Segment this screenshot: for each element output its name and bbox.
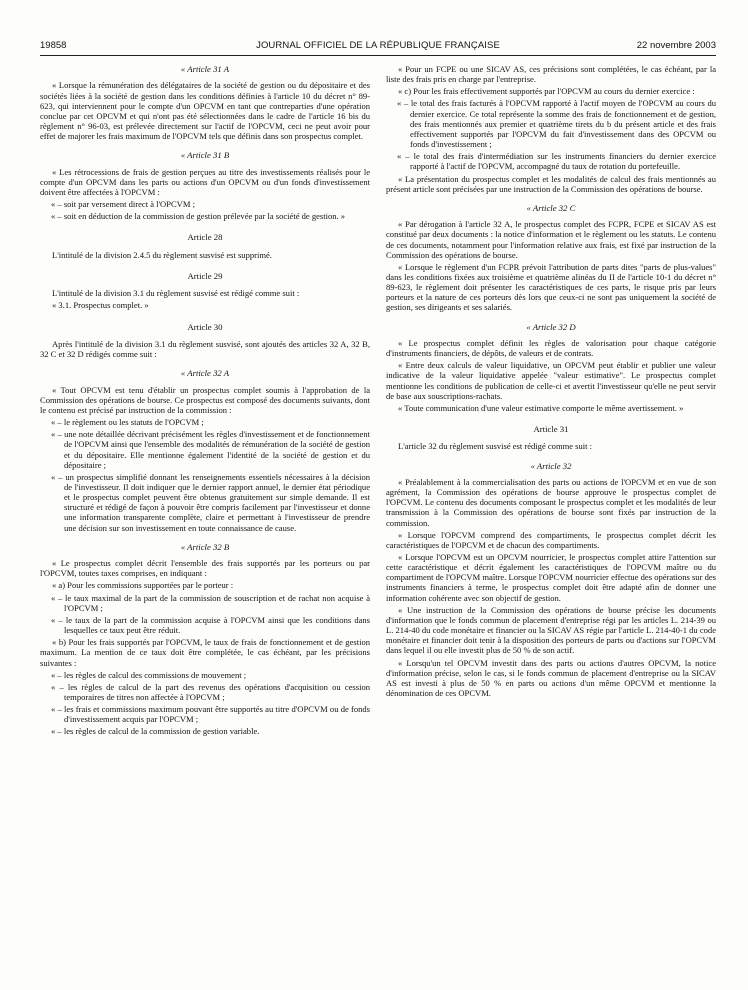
paragraph: « c) Pour les frais effectivement supportés par l'OPCVM au cours du dernier exercice :: [398, 86, 695, 97]
paragraph: « Le prospectus complet décrit l'ensemble des frais supportés par les porteurs ou par l'OPCVM, toutes taxes comprises, en indiquant :: [40, 558, 370, 579]
article-30-title: Article 30: [187, 321, 223, 332]
list-item: « – le total des frais facturés à l'OPCVM rapporté à l'actif moyen de l'OPCVM au cours du dernier exercice. Ce total représente la somme des frais de fonctionnement et de gestion, des frais mentionnés aux premier et quatrième tirets du b du présent article et des frais effectivement supportés par l'OPCVM du fait d'investissement dans des OPCVM ou fonds d'investissement ;: [397, 98, 716, 150]
article-32-title: « Article 32: [530, 460, 572, 471]
paragraph: « Lorsque le règlement d'un FCPR prévoit l'attribution de parts dites "parts de plus-values" dans les conditions fixées aux troisième et quatrième alinéas du II de l'article 10-1 du décret n° 89-623, le règlement doit présenter les caractéristiques de ces parts, le risque pris par leurs porteurs et la nature de ces porteurs dès lors que ceux-ci ne sont pas uniquement la société de gestion, ses dirigeants et ses salariés.: [386, 261, 716, 313]
paragraph: « Lorsque l'OPCVM est un OPCVM nourricier, le prospectus complet attire l'attention sur cette caractéristique et décrit également les caractéristiques de l'OPCVM maître ou du compartiment de l'OPCVM maître. Lorsque l'OPCVM nourricier effectue des opérations sur des instruments financiers à terme, le prospectus complet doit être adapté afin de donner une information cohérente avec son objectif de gestion.: [386, 552, 716, 603]
paragraph: « Le prospectus complet définit les règles de valorisation pour chaque catégorie d'instruments financiers, de dépôts, de valeurs et de contrats.: [386, 337, 716, 359]
article-31a-title: « Article 31 A: [180, 64, 230, 74]
paragraph: « Une instruction de la Commission des opérations de bourse précise les documents d'information que le fonds commun de placement d'entreprise régi par les articles L. 214-39 ou L. 214-40 du code monétaire et financier ou la SICAV AS régie par l'article L. 214-40-1 du code monétaire et financier doit tenir à la disposition des porteurs de parts ou d'actions sur l'OPCVM dans lequel il ou elle investit plus de 50 % de son actif.: [386, 604, 716, 656]
paragraph: « a) Pour les commissions supportées par le porteur :: [52, 580, 234, 591]
journal-title: JOURNAL OFFICIEL DE LA RÉPUBLIQUE FRANÇAISE: [256, 40, 500, 51]
paragraph: « Par dérogation à l'article 32 A, le prospectus complet des FCPR, FCPE et SICAV AS est constitué par deux documents : la notice d'information et le règlement ou les statuts. Le contenu de ces documents, notamment pour l'information relative aux frais, est fixé par instruction de la Commission des opérations de bourse.: [386, 219, 716, 260]
list-item: « – soit en déduction de la commission de gestion prélevée par la société de gestion. »: [51, 211, 346, 222]
paragraph: « Les rétrocessions de frais de gestion perçues au titre des investissements réalisés pour le compte d'un OPCVM dans les parts ou actions d'un OPCVM ou d'un fonds d'investissement doivent être affectées à l'OPCVM :: [40, 166, 370, 197]
page-number: 19858: [40, 40, 67, 51]
article-32c-title: « Article 32 C: [526, 202, 576, 213]
two-column-body: [40, 64, 716, 739]
list-item: « – le taux de la part de la commission acquise à l'OPCVM ainsi que les conditions dans lesquelles ce taux peut être réduit.: [51, 614, 370, 636]
paragraph: « Lorsque l'OPCVM comprend des compartiments, le prospectus complet décrit les caractéristiques de l'OPCVM et de chacun des compartiments.: [386, 529, 716, 550]
list-item: « – le règlement ou les statuts de l'OPCVM ;: [51, 417, 204, 428]
list-item: « – le taux maximal de la part de la commission de souscription et de rachat non acquise à l'OPCVM ;: [51, 592, 370, 613]
list-item: « – une note détaillée décrivant précisément les règles d'investissement et de fonctionnement de l'OPCVM ainsi que l'ensemble des modalités de rémunération de la société de gestion et du dépositaire. Elle mentionne également l'identité de la société de gestion et du dépositaire ;: [51, 429, 370, 470]
paragraph: « Lorsqu'un tel OPCVM investit dans des parts ou actions d'autres OPCVM, la notice d'information précise, selon le cas, si le fonds commun de placement d'entreprise ou la SICAV AS est investi à plus de 50 % en parts ou actions d'un même OPCVM et mentionne la dénomination de ces OPCVM.: [386, 657, 716, 699]
article-31-title: Article 31: [533, 424, 569, 435]
paragraph: « Tout OPCVM est tenu d'établir un prospectus complet soumis à l'approbation de la Commission des opérations de bourse. Ce prospectus est composé des documents suivants, dont le contenu est précisé par instruction de la commission :: [40, 384, 370, 415]
paragraph: Après l'intitulé de la division 3.1 du règlement susvisé, sont ajoutés des articles 32 A, 32 B, 32 C et 32 D rédigés comme suit :: [40, 338, 370, 360]
header-rule: [40, 55, 716, 56]
article-32b-title: « Article 32 B: [180, 541, 230, 552]
paragraph: « Préalablement à la commercialisation des parts ou actions de l'OPCVM et en vue de son agrément, la Commission des opérations de bourse approuve le prospectus complet de l'OPCVM. Le contenu des documents composant le prospectus complet et les modalités de leur transmission à la Commission des opérations de bourse sont fixés par instruction de la commission.: [386, 476, 716, 528]
article-29-title: Article 29: [187, 270, 223, 281]
article-31b-title: « Article 31 B: [180, 150, 230, 161]
paragraph: « b) Pour les frais supportés par l'OPCVM, le taux de frais de fonctionnement et de gestion maximum. La mention de ce taux doit être complétée, le cas échéant, par les précisions suivantes :: [40, 637, 370, 668]
list-item: « – un prospectus simplifié donnant les renseignements essentiels nécessaires à la décision de l'investisseur. Il doit indiquer que le dernier rapport annuel, le dernier état périodique et le prospectus complet peuvent être obtenus gratuitement sur simple demande. Il est structuré et rédigé de façon à pouvoir être compris facilement par l'investisseur et donne une information transparente complète, claire et permettant à l'investisseur de prendre une décision sur son investissement en toute connaissance de cause.: [51, 471, 370, 533]
publication-date: 22 novembre 2003: [636, 40, 716, 51]
left-column: [40, 64, 370, 739]
article-32d-title: « Article 32 D: [526, 321, 576, 332]
paragraph: « Lorsque la rémunération des délégataires de la société de gestion ou du dépositaire et des sociétés liées à la société de gestion dans les conditions définies à l'article 10 du décret n° 89-623, qui interviennent pour le compte d'un OPCVM en tant que contreparties d'une opération conclue par cet OPCVM et qui n'ont pas été sélectionnées dans le cadre de l'article 16 bis du règlement n° 96-03, est prélevée directement sur l'actif de l'OPCVM, ceci ne peut avoir pour effet de majorer les frais maximum de l'OPCVM tels que définis dans son prospectus complet.: [40, 80, 370, 142]
right-column: [386, 64, 716, 739]
paragraph: L'article 32 du règlement susvisé est rédigé comme suit :: [398, 441, 593, 452]
page-header: [40, 40, 716, 54]
paragraph: L'intitulé de la division 2.4.5 du règlement susvisé est supprimé.: [52, 249, 272, 260]
paragraph: « Pour un FCPE ou une SICAV AS, ces précisions sont complétées, le cas échéant, par la liste des frais pris en charge par l'entreprise.: [386, 64, 716, 85]
list-item: « – les règles de calcul de la part des revenus des opérations d'acquisition ou cession temporaires de titres non affectée à l'OPCVM ;: [51, 681, 370, 702]
paragraph: « Toute communication d'une valeur estimative comporte le même avertissement. »: [398, 402, 684, 413]
article-28-title: Article 28: [187, 232, 223, 243]
list-item: « – soit par versement direct à l'OPCVM ;: [51, 199, 195, 210]
list-item: « – les règles de calcul de la commission de gestion variable.: [51, 726, 260, 737]
paragraph: « Entre deux calculs de valeur liquidative, un OPCVM peut établir et publier une valeur indicative de la valeur liquidative appelée "valeur estimative". Le prospectus complet mentionne les conditions de publication de celle-ci et avertit l'investisseur qu'elle ne peut servir de base aux souscriptions-rachats.: [386, 360, 716, 401]
paragraph: L'intitulé de la division 3.1 du règlement susvisé est rédigé comme suit :: [52, 288, 300, 299]
list-item: « – les règles de calcul des commissions de mouvement ;: [51, 669, 247, 680]
paragraph: « 3.1. Prospectus complet. »: [52, 300, 149, 311]
list-item: « – les frais et commissions maximum pouvant être supportés au titre d'OPCVM ou de fonds d'investissement acquis par l'OPCVM ;: [51, 704, 370, 725]
paragraph: « La présentation du prospectus complet et les modalités de calcul des frais mentionnés au présent article sont précisées par une instruction de la Commission des opérations de bourse.: [386, 173, 716, 194]
list-item: « – le total des frais d'intermédiation sur les instruments financiers du dernier exercice rapporté à l'actif de l'OPCVM, accompagné du taux de rotation du portefeuille.: [397, 151, 716, 172]
article-32a-title: « Article 32 A: [180, 368, 230, 379]
